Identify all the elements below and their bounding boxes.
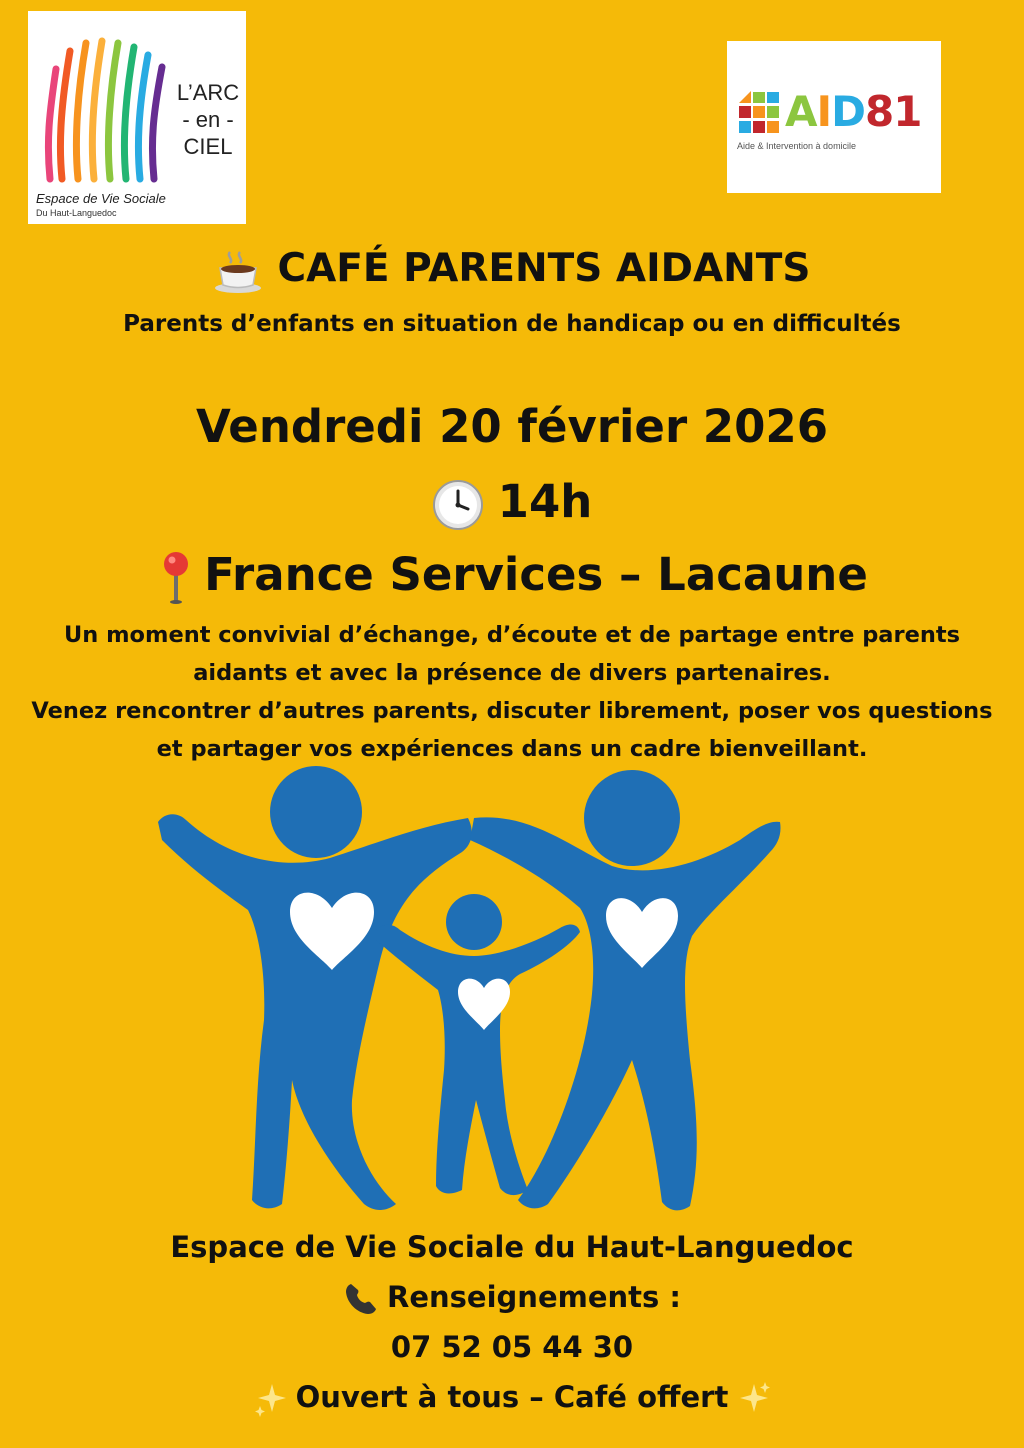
arc-logo-region: Du Haut-Languedoc bbox=[36, 208, 117, 218]
rainbow-brush-icon bbox=[36, 29, 176, 189]
adult-right-body bbox=[470, 817, 781, 1210]
description-line: aidants et avec la présence de divers partenaires. bbox=[193, 660, 831, 686]
child-head bbox=[446, 894, 502, 950]
event-place-text: France Services – Lacaune bbox=[204, 548, 868, 601]
info-label: Renseignements : bbox=[387, 1280, 681, 1314]
organization-name: Espace de Vie Sociale du Haut-Languedoc bbox=[170, 1230, 854, 1264]
event-time bbox=[0, 473, 1024, 531]
event-title-text: CAFÉ PARENTS AIDANTS bbox=[277, 246, 811, 291]
phone-number: 07 52 05 44 30 bbox=[390, 1330, 634, 1364]
event-place bbox=[0, 546, 1024, 606]
arc-en-ciel-logo bbox=[28, 11, 246, 224]
event-description bbox=[0, 616, 1024, 768]
description-line: et partager vos expériences dans un cadre bienveillant. bbox=[156, 736, 868, 762]
arc-logo-line3: CIEL bbox=[183, 134, 233, 159]
aid-letter-d: D bbox=[831, 87, 866, 136]
adult-right-head bbox=[584, 770, 680, 866]
aid-letter-a: A bbox=[785, 87, 817, 136]
clock-icon bbox=[432, 479, 484, 531]
phone-icon bbox=[343, 1281, 379, 1317]
arc-logo-line1: L’ARC bbox=[176, 80, 240, 105]
sparkles-icon bbox=[734, 1380, 772, 1418]
family-illustration bbox=[0, 760, 1024, 1220]
event-title bbox=[0, 244, 1024, 294]
aid-letter-i: I bbox=[816, 87, 832, 136]
aid81-wordmark bbox=[785, 87, 921, 136]
event-date: Vendredi 20 février 2026 bbox=[195, 400, 829, 453]
description-line: Un moment convivial d’échange, d’écoute et de partage entre parents bbox=[63, 622, 961, 648]
arc-logo-name bbox=[170, 79, 246, 160]
aid81-logo bbox=[727, 41, 941, 193]
arc-logo-line2: - en - bbox=[182, 107, 234, 132]
aid-number: 81 bbox=[865, 87, 922, 136]
open-line bbox=[0, 1376, 1024, 1418]
adult-left-body bbox=[158, 814, 472, 1210]
open-text: Ouvert à tous – Café offert bbox=[295, 1380, 729, 1414]
house-grid-icon bbox=[737, 89, 783, 137]
description-line: Venez rencontrer d’autres parents, discuter librement, poser vos questions bbox=[31, 698, 993, 724]
coffee-cup-icon bbox=[213, 248, 263, 294]
arc-logo-subtitle: Espace de Vie Sociale bbox=[36, 191, 166, 206]
aid81-tagline: Aide & Intervention à domicile bbox=[737, 141, 857, 151]
event-time-text: 14h bbox=[497, 475, 593, 528]
info-line bbox=[0, 1276, 1024, 1318]
adult-left-head bbox=[270, 766, 362, 858]
pin-icon bbox=[156, 550, 196, 606]
event-subtitle: Parents d’enfants en situation de handicap ou en difficultés bbox=[123, 311, 901, 337]
sparkles-icon bbox=[252, 1380, 290, 1418]
